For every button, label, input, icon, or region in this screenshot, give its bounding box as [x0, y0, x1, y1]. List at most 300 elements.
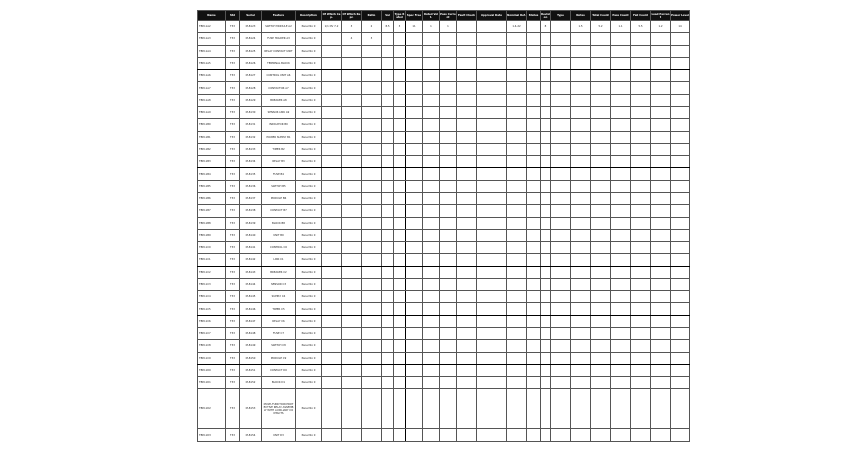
table-cell: TBM-1B4 [198, 168, 226, 180]
table-cell [507, 266, 527, 278]
table-cell [322, 57, 342, 69]
table-cell [551, 70, 571, 82]
table-cell [362, 143, 382, 155]
table-row[interactable] [198, 156, 690, 168]
table-cell [507, 33, 527, 45]
table-cell [551, 119, 571, 131]
table-cell [394, 106, 406, 118]
table-cell [611, 340, 631, 352]
table-cell [406, 168, 423, 180]
table-row[interactable] [198, 229, 690, 241]
column-header[interactable]: Fail Count [631, 11, 651, 21]
table-cell: M-8141 [240, 242, 262, 254]
table-cell: Panel No 0 [296, 266, 322, 278]
column-header[interactable]: Type [551, 11, 571, 21]
table-cell [527, 168, 541, 180]
table-cell [322, 205, 342, 217]
table-cell: T33 [226, 82, 240, 94]
table-cell [382, 315, 394, 327]
table-row[interactable] [198, 352, 690, 364]
table-cell [527, 291, 541, 303]
table-cell [631, 143, 651, 155]
table-cell: TBM-1C4 [198, 291, 226, 303]
table-cell [551, 82, 571, 94]
table-cell [440, 328, 457, 340]
table-cell: T33 [226, 21, 240, 33]
table-cell: TBM-1A5 [198, 57, 226, 69]
table-cell [382, 377, 394, 389]
column-header[interactable]: Name [198, 11, 226, 21]
table-cell [477, 45, 507, 57]
table-cell [342, 229, 362, 241]
table-cell [631, 33, 651, 45]
table-cell [571, 70, 591, 82]
table-cell [507, 143, 527, 155]
table-cell [342, 242, 362, 254]
table-cell: 14 [671, 21, 690, 33]
table-cell [591, 82, 611, 94]
table-cell: T33 [226, 315, 240, 327]
table-row[interactable] [198, 94, 690, 106]
table-cell [457, 254, 477, 266]
table-cell [342, 266, 362, 278]
table-cell [671, 242, 690, 254]
table-cell [342, 180, 362, 192]
table-row[interactable] [198, 315, 690, 327]
table-cell [394, 229, 406, 241]
table-cell [551, 217, 571, 229]
column-header[interactable]: Std [226, 11, 240, 21]
table-row[interactable] [198, 82, 690, 94]
table-row[interactable] [198, 429, 690, 442]
table-row[interactable] [198, 180, 690, 192]
column-header[interactable]: Nominal Ref. [507, 11, 527, 21]
table-cell [591, 242, 611, 254]
table-row[interactable] [198, 303, 690, 315]
table-cell [457, 217, 477, 229]
table-cell [571, 242, 591, 254]
table-cell [394, 389, 406, 429]
table-cell [322, 315, 342, 327]
table-cell [551, 192, 571, 204]
table-cell [631, 45, 651, 57]
table-cell [571, 303, 591, 315]
table-cell [406, 328, 423, 340]
table-cell [571, 168, 591, 180]
table-cell [651, 168, 671, 180]
table-cell [406, 429, 423, 442]
table-cell [406, 143, 423, 155]
table-cell [611, 33, 631, 45]
table-cell [541, 70, 551, 82]
table-cell [551, 168, 571, 180]
table-cell [457, 389, 477, 429]
table-cell [611, 429, 631, 442]
table-cell: T33 [226, 119, 240, 131]
table-row[interactable] [198, 340, 690, 352]
table-cell [631, 82, 651, 94]
table-cell [671, 364, 690, 376]
table-cell: TBM-1A7 [198, 82, 226, 94]
table-cell [507, 315, 527, 327]
column-header[interactable]: Revision [541, 12, 550, 19]
table-cell [551, 180, 571, 192]
table-cell [671, 266, 690, 278]
table-cell [322, 340, 342, 352]
table-cell [551, 229, 571, 241]
table-cell: 1/1 DV 7-2 [322, 21, 342, 33]
table-cell [394, 192, 406, 204]
table-cell [382, 229, 394, 241]
table-cell [382, 278, 394, 290]
table-row[interactable] [198, 45, 690, 57]
table-cell [440, 156, 457, 168]
column-header[interactable]: Type Rated [394, 12, 405, 19]
table-cell [342, 352, 362, 364]
table-cell [477, 70, 507, 82]
table-cell [440, 33, 457, 45]
table-cell: TBM-1B3 [198, 156, 226, 168]
column-header[interactable]: Load Percent [651, 12, 670, 19]
table-cell: Panel No 0 [296, 352, 322, 364]
table-cell [671, 57, 690, 69]
table-cell [440, 389, 457, 429]
table-cell: 5.2 [591, 21, 611, 33]
table-cell: T33 [226, 192, 240, 204]
table-cell [551, 291, 571, 303]
table-cell [477, 180, 507, 192]
table-cell [507, 131, 527, 143]
column-header[interactable]: Total Count [591, 11, 611, 21]
table-cell [551, 429, 571, 442]
table-cell [423, 131, 440, 143]
table-cell [406, 254, 423, 266]
table-cell [440, 429, 457, 442]
table-cell [406, 217, 423, 229]
table-cell [423, 156, 440, 168]
table-cell [382, 45, 394, 57]
table-cell [527, 156, 541, 168]
table-cell [507, 94, 527, 106]
table-cell: T33 [226, 364, 240, 376]
table-cell [671, 278, 690, 290]
table-cell [551, 328, 571, 340]
table-cell [651, 33, 671, 45]
table-cell: Panel No 0 [296, 143, 322, 155]
table-cell [382, 266, 394, 278]
table-cell [406, 131, 423, 143]
table-cell [477, 266, 507, 278]
table-cell [457, 192, 477, 204]
table-cell [440, 315, 457, 327]
table-cell [671, 352, 690, 364]
table-cell [591, 389, 611, 429]
table-cell [671, 45, 690, 57]
table-cell [394, 143, 406, 155]
table-cell [611, 119, 631, 131]
table-cell [440, 364, 457, 376]
table-cell [322, 242, 342, 254]
table-cell [362, 205, 382, 217]
column-header[interactable]: Description [296, 11, 322, 21]
table-cell [671, 389, 690, 429]
table-cell: M-8143 [240, 266, 262, 278]
table-cell [423, 242, 440, 254]
table-cell: T33 [226, 33, 240, 45]
table-cell: Panel No 0 [296, 429, 322, 442]
table-cell [671, 168, 690, 180]
table-cell [551, 57, 571, 69]
table-cell [440, 229, 457, 241]
table-cell: T33 [226, 278, 240, 290]
table-cell [423, 45, 440, 57]
table-cell [527, 192, 541, 204]
table-cell [551, 315, 571, 327]
table-cell [457, 266, 477, 278]
table-cell: Panel No 0 [296, 303, 322, 315]
table-cell: M-8131 [240, 119, 262, 131]
table-cell: TBM-1C2 [198, 266, 226, 278]
table-cell [322, 180, 342, 192]
table-row[interactable] [198, 33, 690, 45]
table-row[interactable] [198, 278, 690, 290]
table-cell: M-8127 [240, 70, 262, 82]
table-row[interactable] [198, 254, 690, 266]
column-header[interactable]: Feature [262, 11, 296, 21]
table-cell: Panel No 0 [296, 82, 322, 94]
table-cell [671, 217, 690, 229]
table-cell [322, 70, 342, 82]
table-cell [631, 57, 651, 69]
table-cell: 1 [440, 21, 457, 33]
table-cell [541, 315, 551, 327]
table-cell: RELAY B3 [262, 156, 296, 168]
table-cell [611, 352, 631, 364]
table-cell [382, 180, 394, 192]
table-cell: CONTROL UNIT A6 [262, 70, 296, 82]
column-header[interactable]: Pass Current [440, 12, 456, 19]
table-cell [571, 389, 591, 429]
table-row[interactable] [198, 106, 690, 118]
table-cell [611, 205, 631, 217]
column-header[interactable]: Pass Count [611, 11, 631, 21]
table-cell [671, 205, 690, 217]
table-cell [591, 192, 611, 204]
table-cell [631, 119, 651, 131]
table-cell [394, 57, 406, 69]
table-cell: Panel No 0 [296, 328, 322, 340]
table-row[interactable] [198, 131, 690, 143]
table-cell [671, 340, 690, 352]
table-cell [541, 352, 551, 364]
table-cell [611, 45, 631, 57]
table-cell [527, 315, 541, 327]
table-cell: TBM-1B2 [198, 143, 226, 155]
column-header[interactable]: Notes [571, 11, 591, 21]
table-cell: M-8154 [240, 429, 262, 442]
table-cell [362, 340, 382, 352]
table-cell: Panel No 0 [296, 364, 322, 376]
column-header[interactable]: Status [527, 11, 541, 21]
table-cell [362, 377, 382, 389]
column-header[interactable]: Rated Volt. [423, 12, 439, 19]
table-cell [382, 364, 394, 376]
table-cell: TBM-1B7 [198, 205, 226, 217]
table-row[interactable] [198, 21, 690, 33]
table-cell [631, 94, 651, 106]
table-cell [440, 119, 457, 131]
table-cell [527, 429, 541, 442]
table-cell [406, 266, 423, 278]
table-cell [671, 315, 690, 327]
table-cell: M-8128 [240, 82, 262, 94]
table-cell: T33 [226, 303, 240, 315]
table-body [198, 21, 690, 442]
table-cell [651, 364, 671, 376]
table-cell [651, 119, 671, 131]
table-cell [406, 119, 423, 131]
table-cell [457, 278, 477, 290]
table-cell [527, 389, 541, 429]
table-cell [541, 291, 551, 303]
table-cell: Panel No 0 [296, 156, 322, 168]
table-cell [342, 168, 362, 180]
column-header[interactable]: Ratio [362, 11, 382, 21]
table-cell [342, 82, 362, 94]
table-cell [477, 303, 507, 315]
table-row[interactable] [198, 205, 690, 217]
table-cell [611, 278, 631, 290]
column-header[interactable]: Power Level [671, 11, 690, 21]
table-cell [423, 389, 440, 429]
table-cell [382, 254, 394, 266]
table-cell: INDICATOR B0 [262, 119, 296, 131]
table-cell: RELAY CONTACT UNIT [262, 45, 296, 57]
table-cell: TBM-1A2 [198, 21, 226, 33]
table-cell [406, 340, 423, 352]
table-cell [591, 205, 611, 217]
table-cell [457, 143, 477, 155]
table-cell [457, 328, 477, 340]
table-row[interactable] [198, 57, 690, 69]
table-cell [651, 315, 671, 327]
table-cell [631, 429, 651, 442]
table-row[interactable] [198, 389, 690, 429]
table-cell [394, 352, 406, 364]
table-cell [457, 229, 477, 241]
table-cell [342, 254, 362, 266]
table-row[interactable] [198, 377, 690, 389]
table-cell: TIMER B2 [262, 143, 296, 155]
table-cell: TBM-1C9 [198, 352, 226, 364]
table-row[interactable] [198, 242, 690, 254]
table-cell [477, 106, 507, 118]
table-cell [382, 156, 394, 168]
table-cell: M-8139 [240, 217, 262, 229]
table-cell [362, 303, 382, 315]
table-cell: M-8136 [240, 180, 262, 192]
table-cell [591, 364, 611, 376]
column-header[interactable]: Of Which Cap. [322, 12, 341, 19]
table-cell [527, 217, 541, 229]
table-cell [423, 143, 440, 155]
table-row[interactable] [198, 364, 690, 376]
column-header[interactable]: Spec Free [406, 11, 423, 21]
table-cell [440, 143, 457, 155]
table-row[interactable] [198, 119, 690, 131]
table-cell [423, 303, 440, 315]
table-cell [457, 180, 477, 192]
column-header[interactable]: Val [382, 11, 394, 21]
table-cell [477, 352, 507, 364]
table-cell [440, 94, 457, 106]
column-header[interactable]: Approval Date [477, 11, 507, 21]
table-cell [571, 94, 591, 106]
table-cell: LINK C1 [262, 254, 296, 266]
table-row[interactable] [198, 192, 690, 204]
table-cell: Panel No 0 [296, 291, 322, 303]
table-cell [394, 168, 406, 180]
table-cell [671, 328, 690, 340]
table-row[interactable] [198, 168, 690, 180]
table-cell [322, 106, 342, 118]
table-cell [322, 82, 342, 94]
table-cell [651, 352, 671, 364]
table-row[interactable] [198, 266, 690, 278]
table-cell: SENSOR LINK A9 [262, 106, 296, 118]
column-header[interactable]: Fault Check [457, 11, 477, 21]
table-cell [611, 266, 631, 278]
table-cell [440, 82, 457, 94]
table-cell: M-8148 [240, 328, 262, 340]
table-cell [651, 266, 671, 278]
table-cell [651, 229, 671, 241]
table-row[interactable] [198, 328, 690, 340]
table-cell: T33 [226, 57, 240, 69]
table-cell [322, 192, 342, 204]
table-cell [571, 340, 591, 352]
table-cell: TBM-1D2 [198, 389, 226, 429]
column-header[interactable]: Of Which Repr. [342, 12, 361, 19]
table-cell: Panel No 0 [296, 340, 322, 352]
table-row[interactable] [198, 143, 690, 155]
table-cell: FUSE C7 [262, 328, 296, 340]
table-cell: TBM-1D1 [198, 377, 226, 389]
table-cell [541, 156, 551, 168]
table-cell [551, 266, 571, 278]
table-cell [322, 303, 342, 315]
table-cell [342, 377, 362, 389]
table-cell [457, 352, 477, 364]
table-row[interactable] [198, 217, 690, 229]
table-cell [477, 131, 507, 143]
table-cell [382, 389, 394, 429]
table-cell [457, 131, 477, 143]
table-row[interactable] [198, 291, 690, 303]
table-cell [541, 364, 551, 376]
table-cell [406, 352, 423, 364]
table-cell [651, 70, 671, 82]
table-cell [362, 70, 382, 82]
table-row[interactable] [198, 70, 690, 82]
table-cell [541, 119, 551, 131]
table-cell [362, 229, 382, 241]
table-cell [671, 33, 690, 45]
table-cell: 8 [541, 21, 551, 33]
table-cell [477, 340, 507, 352]
table-cell: M-8153 [240, 389, 262, 429]
column-header[interactable]: Serial [240, 11, 262, 21]
